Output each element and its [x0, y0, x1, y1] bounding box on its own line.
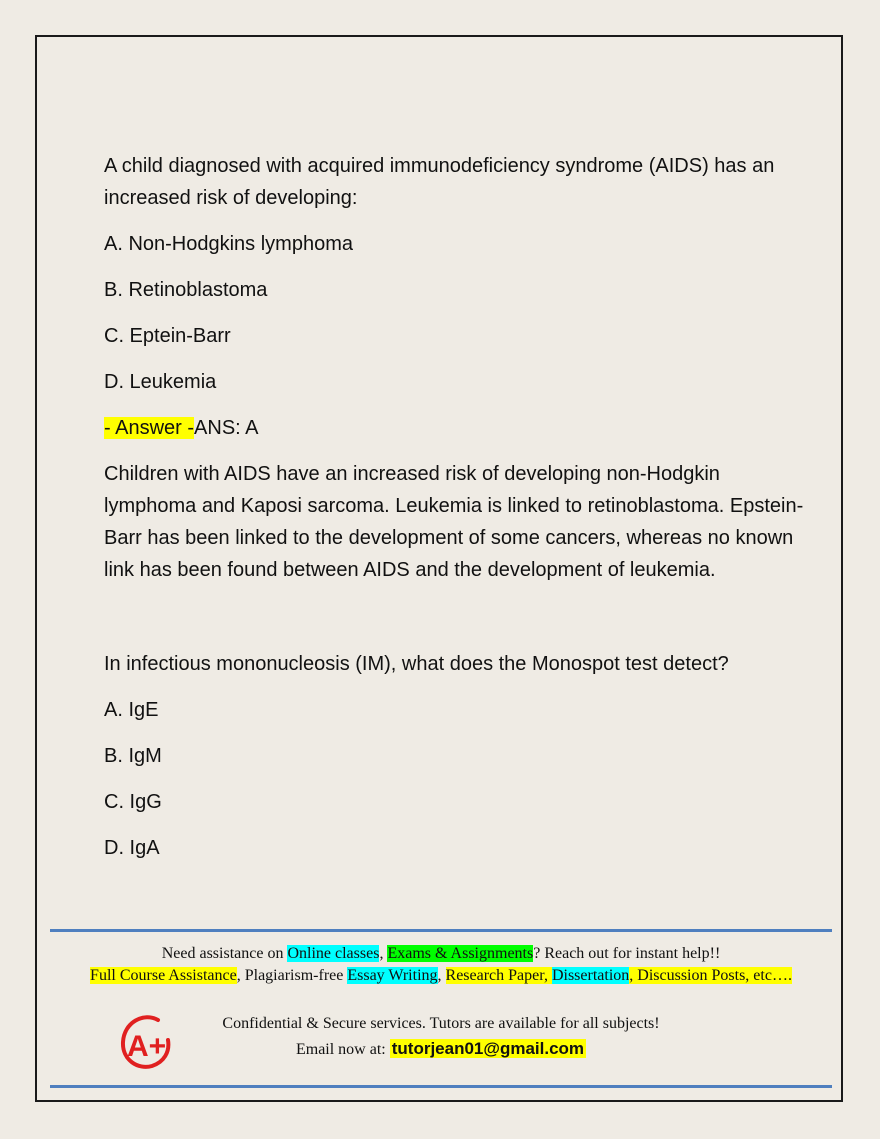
question-2-option-a: A. IgE	[104, 699, 159, 721]
logo-text: A+	[127, 1030, 167, 1063]
answer-value: ANS: A	[194, 417, 259, 439]
question-2-option-d: D. IgA	[104, 837, 160, 859]
footer-line-4	[50, 1039, 832, 1059]
research-paper: Research Paper,	[445, 967, 552, 984]
footer-text: Need assistance on	[161, 945, 288, 962]
document-body	[104, 150, 804, 878]
footer-line-1	[50, 945, 832, 963]
question-1-answer	[104, 412, 804, 444]
question-1-explanation: Children with AIDS have an increased risk of developing non-Hodgkin lymphoma and Kaposi sarcoma. Leukemia is linked to retinoblastoma. Epstein-Barr has been linked to the development of some cancers, whereas no known link has been found between AIDS and the development of leukemia.	[104, 463, 804, 581]
email-link[interactable]: tutorjean01@gmail.com	[391, 1039, 585, 1058]
question-2-option-c: C. IgG	[104, 791, 162, 813]
footer-rule-top	[50, 929, 832, 932]
online-classes-link: Online classes	[287, 945, 380, 962]
question-1-option-c: C. Eptein-Barr	[104, 325, 231, 347]
footer-separator: ,	[629, 967, 638, 984]
question-2-text: In infectious mononucleosis (IM), what does the Monospot test detect?	[104, 653, 729, 675]
full-course-assistance: Full Course Assistance	[90, 967, 237, 984]
question-1-option-b: B. Retinoblastoma	[104, 279, 268, 301]
footer-text: ,	[437, 967, 446, 984]
footer-line-3: Confidential & Secure services. Tutors are available for all subjects!	[222, 1015, 660, 1032]
footer-text: ? Reach out for instant help!!	[533, 945, 721, 962]
footer-rule-bottom	[50, 1085, 832, 1088]
section-spacer	[104, 586, 804, 648]
exams-assignments-link: Exams & Assignments	[387, 945, 534, 962]
footer-text: ,	[379, 945, 388, 962]
footer-line-2	[50, 967, 832, 985]
email-label: Email now at:	[295, 1041, 390, 1058]
discussion-posts: Discussion Posts, etc….	[637, 967, 792, 984]
footer-text: , Plagiarism-free	[236, 967, 348, 984]
answer-label: - Answer -	[104, 417, 195, 439]
question-2-option-b: B. IgM	[104, 745, 162, 767]
dissertation: Dissertation	[551, 967, 630, 984]
question-1-option-a: A. Non-Hodgkins lymphoma	[104, 233, 353, 255]
question-1-option-d: D. Leukemia	[104, 371, 217, 393]
essay-writing: Essay Writing	[347, 967, 438, 984]
question-1-text: A child diagnosed with acquired immunodeficiency syndrome (AIDS) has an increased risk of developing:	[104, 155, 775, 209]
